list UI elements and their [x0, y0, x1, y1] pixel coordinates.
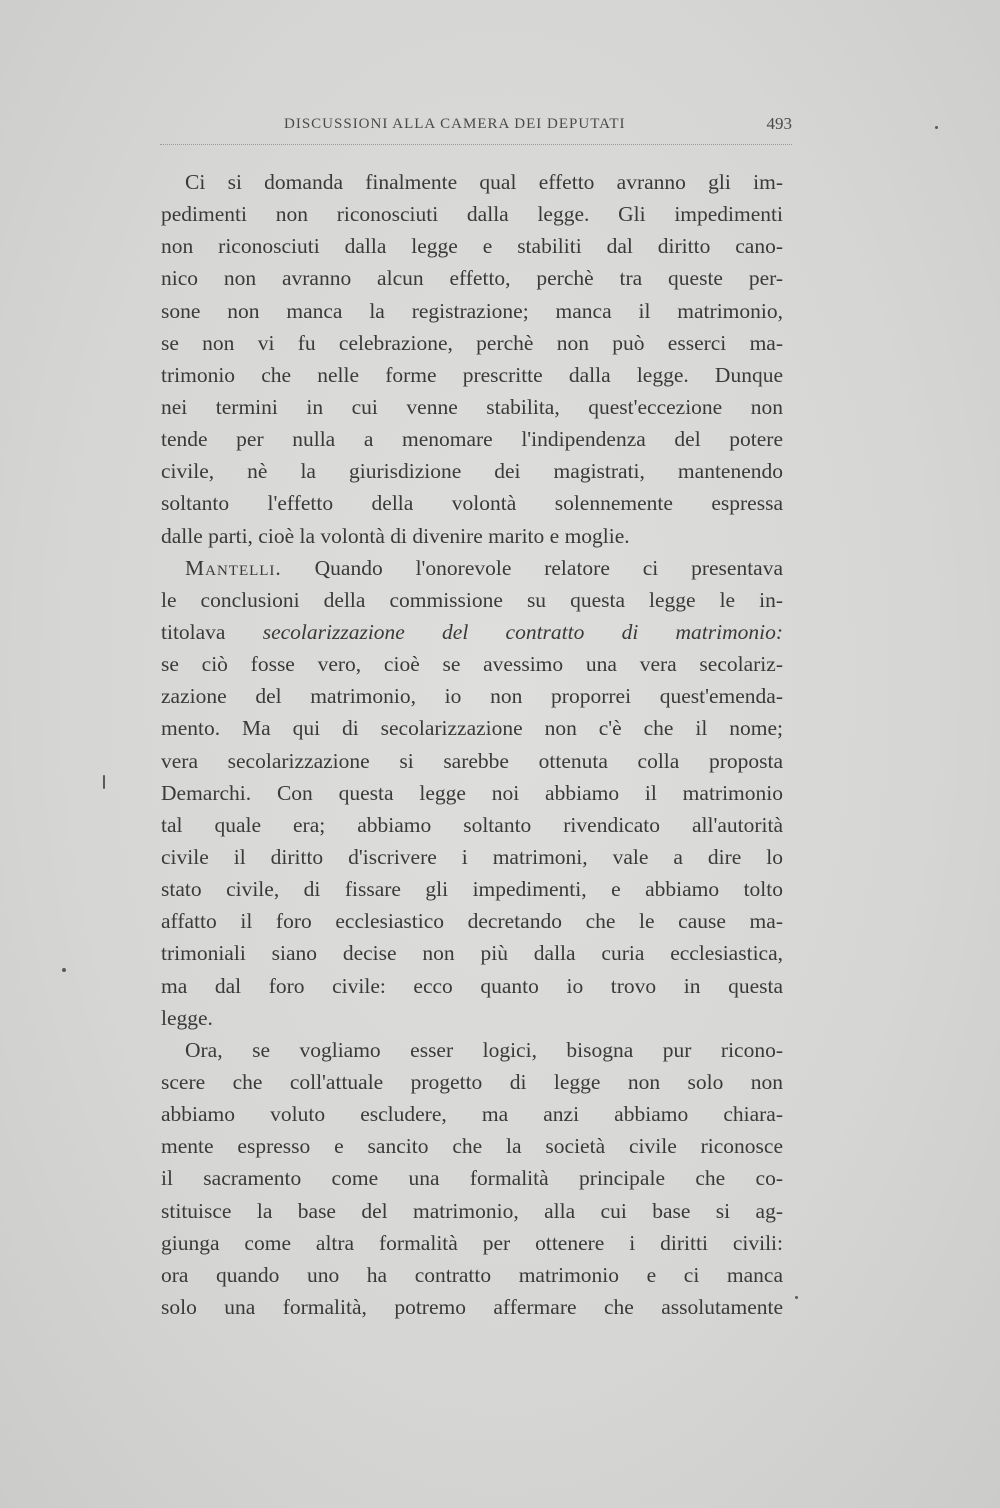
text-line: mente espresso e sancito che la società civile riconosce: [161, 1134, 783, 1159]
body-text: [161, 166, 783, 1323]
text-line: sone non manca la registrazione; manca il matrimonio,: [161, 298, 783, 323]
speaker-name: Mantelli.: [185, 555, 282, 580]
text-line: giunga come altra formalità per ottenere i diritti civili:: [161, 1230, 783, 1255]
text-line: nei termini in cui venne stabilita, quest'eccezione non: [161, 394, 783, 419]
text-line: soltanto l'effetto della volontà solennemente espressa: [161, 491, 783, 516]
text-line: nico non avranno alcun effetto, perchè tra queste per-: [161, 266, 783, 291]
text-line: se non vi fu celebrazione, perchè non può esserci ma-: [161, 330, 783, 355]
text-line: abbiamo voluto escludere, ma anzi abbiamo chiara-: [161, 1102, 783, 1127]
text-line: Demarchi. Con questa legge noi abbiamo il matrimonio: [161, 780, 783, 805]
running-header: [160, 116, 792, 142]
text-line: Ora, se vogliamo esser logici, bisogna pur ricono-: [185, 1037, 783, 1062]
paper-speck: [103, 775, 105, 789]
text-line: affatto il foro ecclesiastico decretando che le cause ma-: [161, 909, 783, 934]
text-line: scere che coll'attuale progetto di legge non solo non: [161, 1069, 783, 1094]
text-line: tende per nulla a menomare l'indipendenza del potere: [161, 427, 783, 452]
text-line: stituisce la base del matrimonio, alla cui base si ag-: [161, 1198, 783, 1223]
text-line: civile, nè la giurisdizione dei magistrati, mantenendo: [161, 459, 783, 484]
italic-title: secolarizzazione del contratto di matrimonio:: [262, 619, 783, 644]
text-line: pedimenti non riconosciuti dalla legge. Gli impedimenti: [161, 202, 783, 227]
text-line: trimoniali siano decise non più dalla curia ecclesiastica,: [161, 941, 783, 966]
paper-speck: [935, 126, 938, 129]
text-span: titolava: [161, 619, 263, 644]
text-line: mento. Ma qui di secolarizzazione non c'è che il nome;: [161, 716, 783, 741]
header-rule: [160, 144, 792, 145]
text-line: zazione del matrimonio, io non proporrei quest'emenda-: [161, 684, 783, 709]
text-line: il sacramento come una formalità principale che co-: [161, 1166, 783, 1191]
running-title: DISCUSSIONI ALLA CAMERA DEI DEPUTATI: [284, 116, 626, 132]
text-line: dalle parti, cioè la volontà di divenire marito e moglie.: [161, 523, 630, 548]
text-line: se ciò fosse vero, cioè se avessimo una vera secolariz-: [161, 652, 783, 677]
text-line: [161, 616, 783, 648]
paper-speck: [62, 968, 66, 972]
text-span: Quando l'onorevole relatore ci presentava: [281, 555, 783, 580]
paper-speck: [795, 1296, 798, 1299]
text-line: [161, 552, 783, 584]
text-line: Ci si domanda finalmente qual effetto avranno gli im-: [185, 170, 783, 194]
text-line: le conclusioni della commissione su questa legge le in-: [161, 587, 783, 612]
text-line: vera secolarizzazione si sarebbe ottenuta colla proposta: [161, 748, 783, 773]
text-line: legge.: [161, 1005, 213, 1030]
text-line: civile il diritto d'iscrivere i matrimoni, vale a dire lo: [161, 844, 783, 869]
text-line: stato civile, di fissare gli impedimenti, e abbiamo tolto: [161, 877, 783, 902]
text-line: non riconosciuti dalla legge e stabiliti dal diritto cano-: [161, 234, 783, 259]
text-line: trimonio che nelle forme prescritte dalla legge. Dunque: [161, 362, 783, 387]
text-line: solo una formalità, potremo affermare che assolutamente: [161, 1294, 783, 1319]
page-number: 493: [766, 114, 792, 133]
text-line: ora quando uno ha contratto matrimonio e ci manca: [161, 1262, 783, 1287]
text-line: tal quale era; abbiamo soltanto rivendicato all'autorità: [161, 812, 783, 837]
text-line: ma dal foro civile: ecco quanto io trovo in questa: [161, 973, 783, 998]
